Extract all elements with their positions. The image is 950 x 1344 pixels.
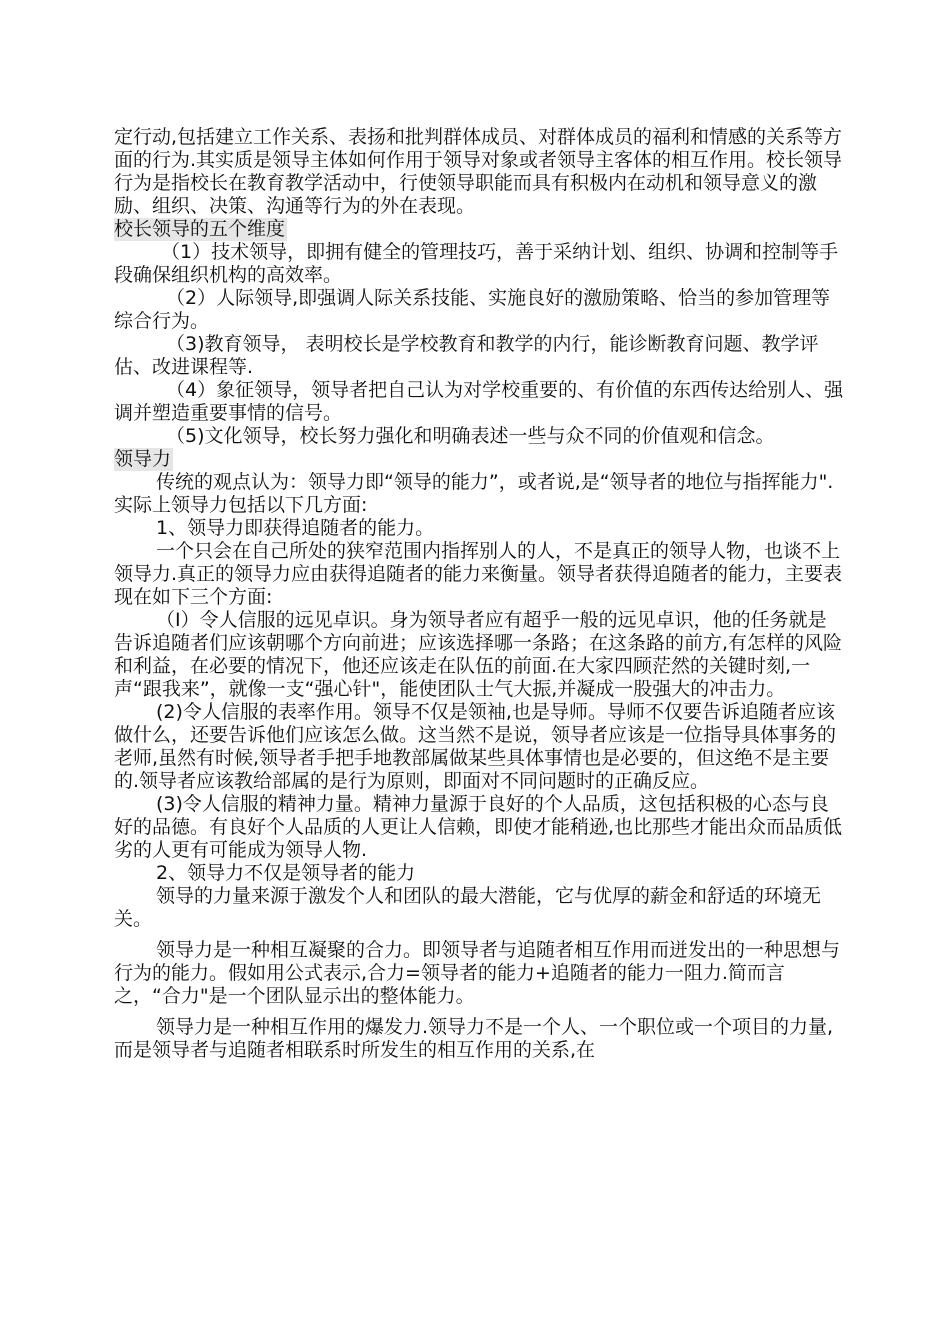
paragraph: 一个只会在自己所处的狭窄范围内指挥别人的人，不是真正的领导人物，也谈不上领导力.真正的领导力应由获得追随者的能力来衡量。领导者获得追随者的能力，主要表现在如下三个方面: (114, 540, 843, 608)
list-item: （3)教育领导， 表明校长是学校教育和教学的内行，能诊断教育问题、教学评估、改进课程等. (114, 333, 819, 378)
paragraph: 定行动,包括建立工作关系、表扬和批判群体成员、对群体成员的福利和情感的关系等方面的行为.其实质是领导主体如何作用于领导对象或者领导主客体的相互作用。校长领导行为是指校长在教育教学活动中，行使领导职能而具有积极内在动机和领导意义的激励、组织、决策、沟通等行为的外在表现。 (114, 126, 843, 217)
document-page (114, 126, 844, 1062)
heading-text: 校长领导的五个维度 (114, 218, 286, 240)
paragraph: 2、领导力不仅是领导者的能力 (156, 862, 416, 884)
paragraph: 领导的力量来源于激发个人和团队的最大潜能，它与优厚的薪金和舒适的环境无关。 (114, 885, 822, 930)
section-heading (114, 448, 844, 471)
paragraph: （I）令人信服的远见卓识。身为领导者应有超乎一般的远见卓识，他的任务就是告诉追随者们应该朝哪个方向前进；应该选择哪一条路；在这条路的前方,有怎样的风险和利益，在必要的情况下，他还应该走在队伍的前面.在大家四顾茫然的关键时刻,一声“跟我来”，就像一支“强心针"，能使团队士气大振,并凝成一股强大的冲击力。 (114, 609, 843, 700)
list-item: （2）人际领导,即强调人际关系技能、实施良好的激励策略、恰当的参加管理等综合行为。 (114, 287, 831, 332)
paragraph: 领导力是一种相互作用的爆发力.领导力不是一个人、一个职位或一个项目的力量,而是领导者与追随者相联系时所发生的相互作用的关系,在 (114, 1016, 834, 1061)
paragraph: 领导力是一种相互凝聚的合力。即领导者与追随者相互作用而迸发出的一种思想与行为的能力。假如用公式表示,合力=领导者的能力+追随者的能力一阻力.简而言之，“合力"是一个团队显示出的整体能力。 (114, 939, 841, 1007)
section-heading (114, 218, 844, 241)
list-item: （1）技术领导，即拥有健全的管理技巧，善于采纳计划、组织、协调和控制等手段确保组织机构的高效率。 (114, 241, 839, 286)
list-item: （5)文化领导，校长努力强化和明确表述一些与众不同的价值观和信念。 (166, 425, 775, 447)
paragraph: 1、领导力即获得追随者的能力。 (156, 517, 435, 539)
paragraph: (3)令人信服的精神力量。精神力量源于良好的个人品质，这包括积极的心态与良好的品德。有良好个人品质的人更让人信赖，即使才能稍逊,也比那些才能出众而品质低劣的人更有可能成为领导人物. (114, 793, 843, 861)
heading-text: 领导力 (114, 448, 172, 470)
paragraph: (2)令人信服的表率作用。领导不仅是领袖,也是导师。导师不仅要告诉追随者应该做什么，还要告诉他们应该怎么做。这当然不是说，领导者应该是一位指导具体事务的老师,虽然有时候,领导者手把手地教部属做某些具体事情也是必要的，但这绝不是主要的.领导者应该教给部属的是行为原则，即面对不同问题时的正确反应。 (114, 701, 837, 792)
list-item: （4）象征领导，领导者把自己认为对学校重要的、有价值的东西传达给别人、强调并塑造重要事情的信号。 (114, 379, 844, 424)
paragraph: 传统的观点认为：领导力即“领导的能力”，或者说,是“领导者的地位与指挥能力".实际上领导力包括以下几方面: (114, 471, 834, 516)
